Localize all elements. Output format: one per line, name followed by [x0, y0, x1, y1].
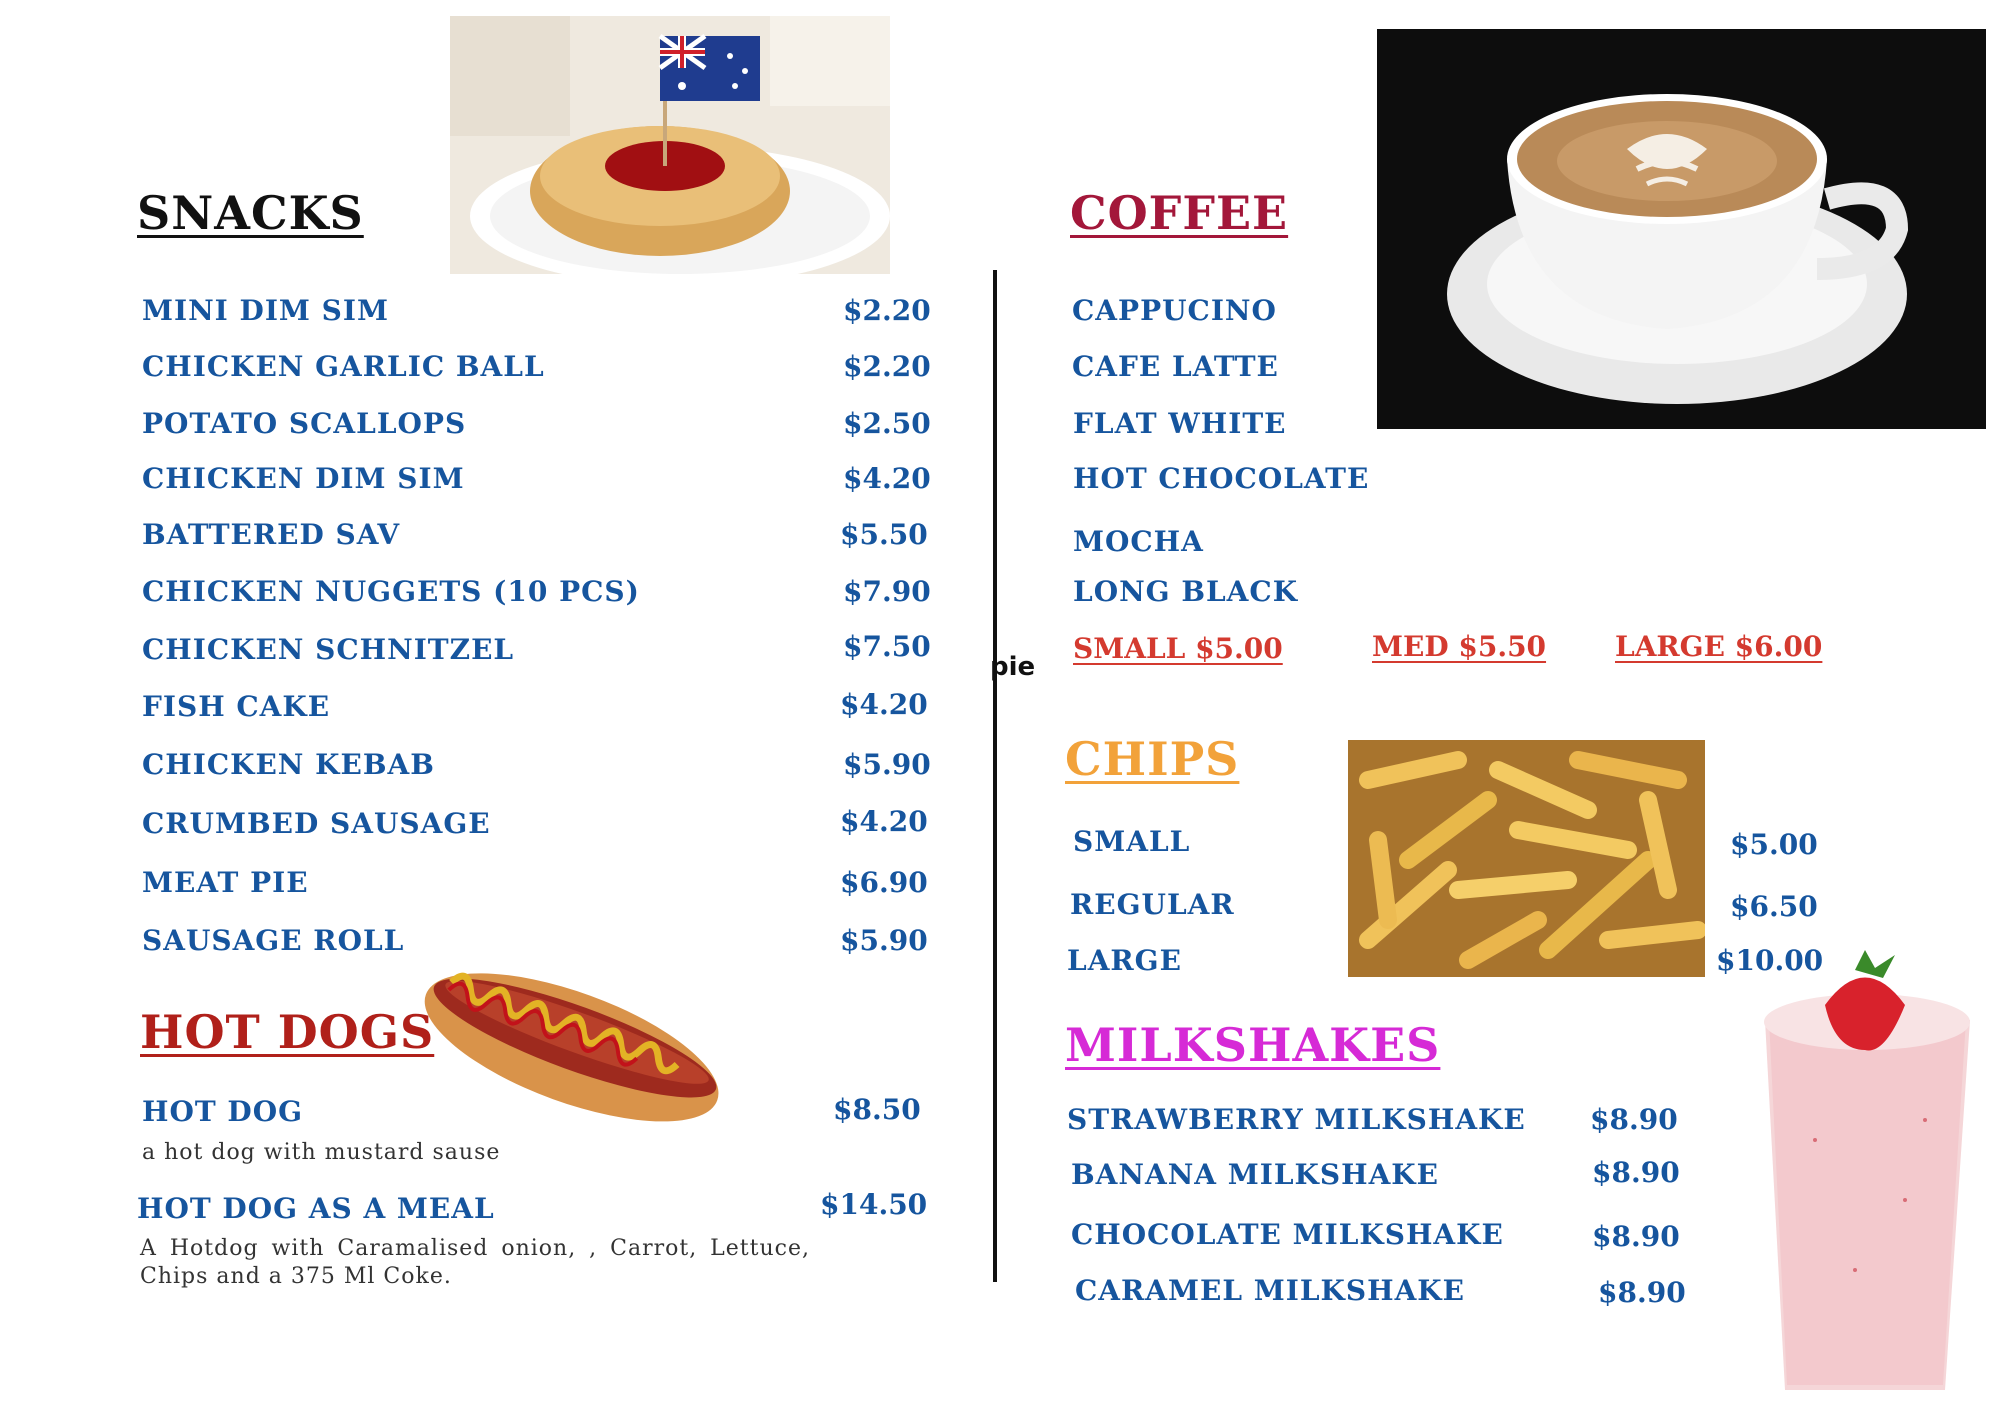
- hot-dog-item-description: a hot dog with mustard sause: [142, 1140, 501, 1165]
- snack-item-name: FISH CAKE: [142, 690, 331, 723]
- snack-item-price: $6.90: [840, 866, 928, 899]
- snack-item-price: $2.20: [843, 294, 931, 327]
- snack-item-name: CHICKEN SCHNITZEL: [142, 633, 515, 666]
- coffee-size-medium: MED $5.50: [1372, 630, 1547, 663]
- coffee-heading: COFFEE: [1070, 186, 1289, 240]
- coffee-item: CAPPUCINO: [1072, 294, 1277, 327]
- strawberry-milkshake-photo: [1755, 940, 1980, 1396]
- chips-item-name: REGULAR: [1070, 888, 1235, 921]
- snack-item-name: MEAT PIE: [142, 866, 309, 899]
- snack-item-name: CRUMBED SAUSAGE: [142, 807, 491, 840]
- chips-item-price: $10.00: [1716, 944, 1824, 977]
- chips-item-price: $6.50: [1730, 890, 1818, 923]
- milkshake-item-price: $8.90: [1592, 1156, 1680, 1189]
- hot-dog-item-price: $8.50: [833, 1093, 921, 1126]
- snacks-heading: SNACKS: [137, 186, 364, 240]
- center-divider: [993, 270, 997, 1282]
- coffee-size-small: SMALL $5.00: [1073, 632, 1283, 665]
- snack-item-price: $5.50: [840, 518, 928, 551]
- snack-item-price: $7.50: [843, 630, 931, 663]
- chips-item-name: LARGE: [1067, 944, 1182, 977]
- snack-item-name: CHICKEN KEBAB: [142, 748, 435, 781]
- coffee-size-large: LARGE $6.00: [1615, 630, 1823, 663]
- snack-item-price: $5.90: [840, 924, 928, 957]
- snack-item-name: SAUSAGE ROLL: [142, 924, 405, 957]
- snack-item-name: BATTERED SAV: [142, 518, 401, 551]
- chips-item-price: $5.00: [1730, 828, 1818, 861]
- milkshake-item-name: STRAWBERRY MILKSHAKE: [1067, 1103, 1526, 1136]
- snack-item-price: $5.90: [843, 748, 931, 781]
- milkshake-item-price: $8.90: [1590, 1103, 1678, 1136]
- snack-item-price: $4.20: [843, 462, 931, 495]
- chips-heading: CHIPS: [1065, 732, 1240, 786]
- coffee-cup-photo: [1377, 29, 1986, 429]
- snack-item-name: MINI DIM SIM: [142, 294, 389, 327]
- hot-dog-photo: [410, 928, 740, 1148]
- chips-item-name: SMALL: [1073, 825, 1191, 858]
- meat-pie-photo: [450, 16, 890, 274]
- hot-dog-meal-description: A Hotdog with Caramalised onion, , Carrot, Lettuce, Chips and a 375 Ml Coke.: [140, 1236, 810, 1289]
- milkshake-item-name: CARAMEL MILKSHAKE: [1075, 1274, 1465, 1307]
- milkshakes-heading: MILKSHAKES: [1065, 1018, 1441, 1072]
- coffee-item: LONG BLACK: [1073, 575, 1299, 608]
- stray-label: pie: [990, 652, 1036, 682]
- coffee-item: MOCHA: [1073, 525, 1204, 558]
- snack-item-price: $2.20: [843, 350, 931, 383]
- hot-dogs-heading: HOT DOGS: [140, 1005, 435, 1059]
- coffee-item: HOT CHOCOLATE: [1073, 462, 1370, 495]
- coffee-item: FLAT WHITE: [1073, 407, 1287, 440]
- snack-item-name: CHICKEN DIM SIM: [142, 462, 465, 495]
- hot-dog-meal-price: $14.50: [820, 1188, 928, 1221]
- snack-item-price: $7.90: [843, 575, 931, 608]
- chips-photo: [1348, 740, 1705, 977]
- snack-item-price: $2.50: [843, 407, 931, 440]
- milkshake-item-name: CHOCOLATE MILKSHAKE: [1071, 1218, 1504, 1251]
- snack-item-price: $4.20: [840, 805, 928, 838]
- hot-dog-meal-name: HOT DOG AS A MEAL: [137, 1192, 495, 1225]
- snack-item-price: $4.20: [840, 688, 928, 721]
- milkshake-item-name: BANANA MILKSHAKE: [1071, 1158, 1439, 1191]
- snack-item-name: CHICKEN GARLIC BALL: [142, 350, 545, 383]
- snack-item-name: CHICKEN NUGGETS (10 PCS): [142, 575, 640, 608]
- hot-dog-item-name: HOT DOG: [142, 1095, 304, 1128]
- milkshake-item-price: $8.90: [1598, 1276, 1686, 1309]
- snack-item-name: POTATO SCALLOPS: [142, 407, 467, 440]
- coffee-item: CAFE LATTE: [1072, 350, 1279, 383]
- milkshake-item-price: $8.90: [1592, 1220, 1680, 1253]
